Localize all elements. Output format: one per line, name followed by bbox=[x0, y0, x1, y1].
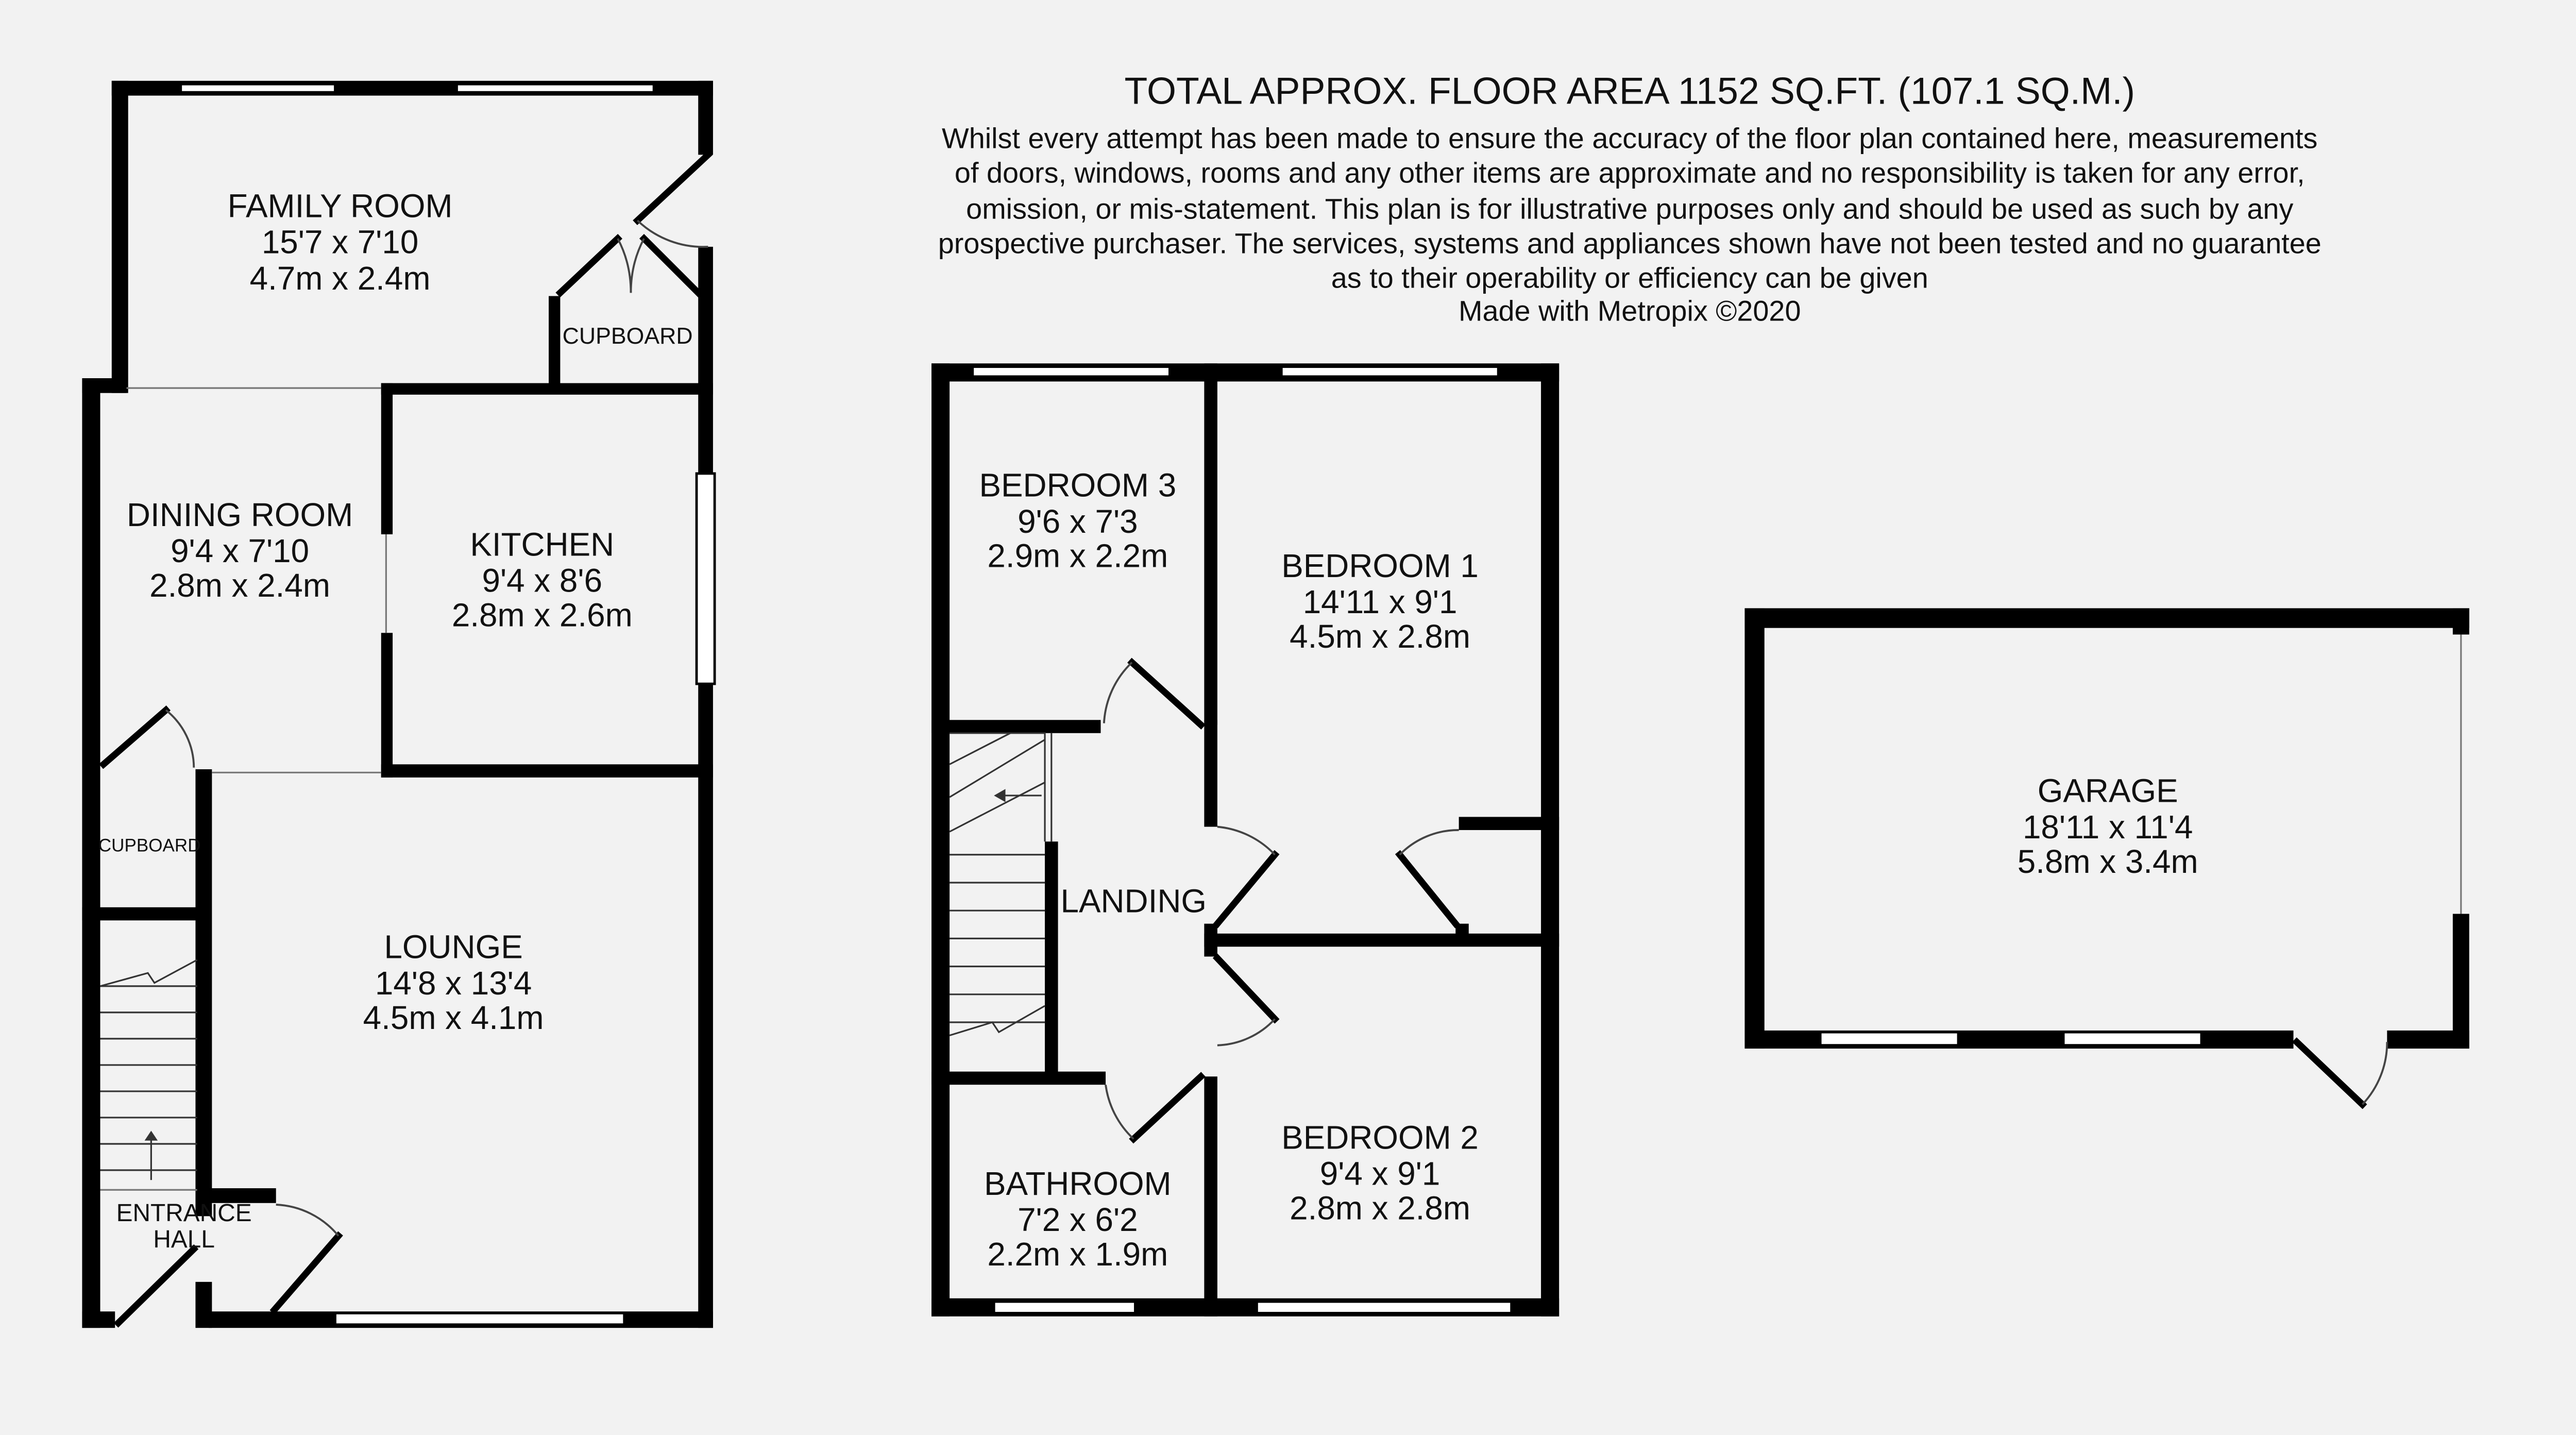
room-name: BEDROOM 1 bbox=[1281, 547, 1479, 584]
wall bbox=[381, 633, 393, 778]
window bbox=[1281, 367, 1498, 377]
door-swing bbox=[631, 239, 644, 293]
room-name: LOUNGE bbox=[384, 928, 523, 966]
room-name: GARAGE bbox=[2037, 772, 2178, 809]
door-swing bbox=[1106, 1085, 1133, 1139]
disclaimer-line: omission, or mis-statement. This plan is for illustrative purposes only and should be used as such by any bbox=[966, 192, 2294, 225]
window bbox=[2063, 1032, 2201, 1045]
door bbox=[1217, 958, 1275, 1019]
wall bbox=[195, 1282, 212, 1328]
wall bbox=[1045, 841, 1058, 1079]
door-swing bbox=[1217, 1019, 1275, 1045]
wall bbox=[1204, 363, 1217, 725]
window bbox=[1820, 1032, 1958, 1045]
room-name: BEDROOM 2 bbox=[1281, 1119, 1479, 1156]
room-dimensions-imperial: 9'4 x 9'1 bbox=[1319, 1155, 1440, 1192]
door-swing bbox=[1400, 830, 1459, 855]
room-dimensions-imperial: 7'2 x 6'2 bbox=[1018, 1201, 1138, 1238]
wall bbox=[549, 296, 560, 389]
door bbox=[1132, 663, 1201, 725]
wall bbox=[381, 383, 713, 395]
room-dimensions-metric: 4.7m x 2.4m bbox=[249, 259, 431, 297]
door bbox=[1217, 855, 1275, 924]
cupboard-label: CUPBOARD bbox=[98, 835, 201, 856]
garage-plan bbox=[1744, 608, 2469, 1104]
door bbox=[118, 1249, 194, 1323]
door-swing bbox=[2362, 1042, 2387, 1104]
window bbox=[1257, 1302, 1511, 1313]
family-room bbox=[228, 188, 453, 297]
staircase bbox=[100, 960, 197, 1180]
door bbox=[1133, 1076, 1201, 1139]
wall bbox=[698, 247, 713, 1328]
wall bbox=[112, 81, 128, 393]
wall bbox=[931, 1072, 1106, 1085]
door-swing bbox=[1217, 827, 1275, 855]
room-name: BEDROOM 3 bbox=[979, 466, 1177, 504]
room-dimensions-metric: 2.8m x 2.8m bbox=[1290, 1189, 1470, 1227]
wall bbox=[1204, 720, 1217, 826]
window bbox=[994, 1302, 1135, 1313]
landing-label: LANDING bbox=[1060, 882, 1207, 920]
window bbox=[973, 367, 1170, 377]
room-name: KITCHEN bbox=[470, 526, 615, 563]
room-dimensions-imperial: 14'11 x 9'1 bbox=[1302, 583, 1458, 621]
header bbox=[938, 70, 2321, 327]
wall bbox=[82, 1311, 115, 1328]
window bbox=[335, 1313, 624, 1324]
dining-room bbox=[127, 496, 353, 604]
wall bbox=[1744, 608, 1764, 1049]
room-dimensions-metric: 5.8m x 3.4m bbox=[2017, 842, 2198, 880]
wall bbox=[698, 81, 713, 155]
window bbox=[456, 84, 654, 92]
wall bbox=[2453, 608, 2469, 634]
door-swing bbox=[166, 710, 194, 768]
door bbox=[104, 710, 166, 764]
door bbox=[2297, 1042, 2363, 1104]
room-dimensions-metric: 4.5m x 2.8m bbox=[1290, 617, 1470, 655]
room-name: BATHROOM bbox=[984, 1164, 1172, 1202]
wall bbox=[381, 764, 713, 778]
disclaimer-line: as to their operability or efficiency can be given bbox=[1331, 261, 1928, 294]
disclaimer-line: Whilst every attempt has been made to ensure the accuracy of the floor plan contained here, measurements bbox=[942, 122, 2318, 155]
wall bbox=[2453, 914, 2469, 1049]
ground-floor-plan bbox=[82, 81, 715, 1328]
door bbox=[560, 239, 618, 293]
wall bbox=[1204, 1076, 1217, 1316]
bedroom-1 bbox=[1281, 547, 1479, 655]
door bbox=[1400, 855, 1455, 924]
window bbox=[181, 84, 335, 92]
disclaimer-line: of doors, windows, rooms and any other items are approximate and no responsibility is taken for any error, bbox=[954, 156, 2305, 189]
floor-area-title: TOTAL APPROX. FLOOR AREA 1152 SQ.FT. (107.1 SQ.M.) bbox=[1124, 70, 2136, 112]
staircase bbox=[950, 733, 1052, 1036]
window bbox=[697, 474, 715, 684]
lounge bbox=[363, 928, 544, 1036]
wall bbox=[1204, 934, 1559, 947]
room-dimensions-metric: 2.2m x 1.9m bbox=[987, 1235, 1168, 1273]
wall bbox=[1541, 363, 1559, 1316]
room-name: ENTRANCE bbox=[116, 1199, 252, 1227]
door-swing bbox=[276, 1205, 338, 1236]
room-dimensions-imperial: 14'8 x 13'4 bbox=[375, 964, 532, 1002]
first-floor-plan bbox=[931, 363, 1559, 1316]
room-dimensions-metric: 4.5m x 4.1m bbox=[363, 999, 544, 1036]
cupboard-label: CUPBOARD bbox=[562, 324, 693, 349]
wall bbox=[82, 907, 210, 921]
bedroom-2 bbox=[1281, 1119, 1479, 1227]
kitchen bbox=[452, 526, 633, 633]
room-name: FAMILY ROOM bbox=[227, 187, 453, 225]
wall bbox=[1744, 608, 2469, 628]
room-dimensions-metric: 2.8m x 2.6m bbox=[451, 596, 633, 634]
wall bbox=[381, 383, 393, 534]
bedroom-3 bbox=[979, 467, 1177, 575]
credit-line: Made with Metropix ©2020 bbox=[1459, 294, 1801, 327]
wall bbox=[1459, 817, 1560, 830]
bathroom bbox=[984, 1165, 1172, 1273]
entrance-hall bbox=[116, 1200, 252, 1253]
room-dimensions-imperial: 9'4 x 7'10 bbox=[171, 532, 310, 570]
room-dimensions-imperial: 18'11 x 11'4 bbox=[2022, 808, 2193, 846]
room-dimensions-imperial: 9'4 x 8'6 bbox=[482, 562, 603, 599]
room-dimensions-imperial: 9'6 x 7'3 bbox=[1018, 502, 1138, 540]
door bbox=[637, 155, 708, 221]
disclaimer-line: prospective purchaser. The services, systems and appliances shown have not been tested and no guarantee bbox=[938, 227, 2321, 260]
room-name: HALL bbox=[153, 1225, 215, 1253]
door-swing bbox=[618, 239, 631, 293]
door-swing bbox=[1104, 663, 1132, 723]
room-dimensions-imperial: 15'7 x 7'10 bbox=[261, 223, 419, 261]
room-dimensions-metric: 2.9m x 2.2m bbox=[987, 537, 1168, 575]
wall bbox=[931, 720, 1100, 733]
wall bbox=[82, 378, 100, 1328]
room-dimensions-metric: 2.8m x 2.4m bbox=[149, 567, 330, 604]
wall bbox=[931, 363, 950, 1316]
room-name: DINING ROOM bbox=[126, 496, 353, 534]
door bbox=[275, 1236, 338, 1310]
